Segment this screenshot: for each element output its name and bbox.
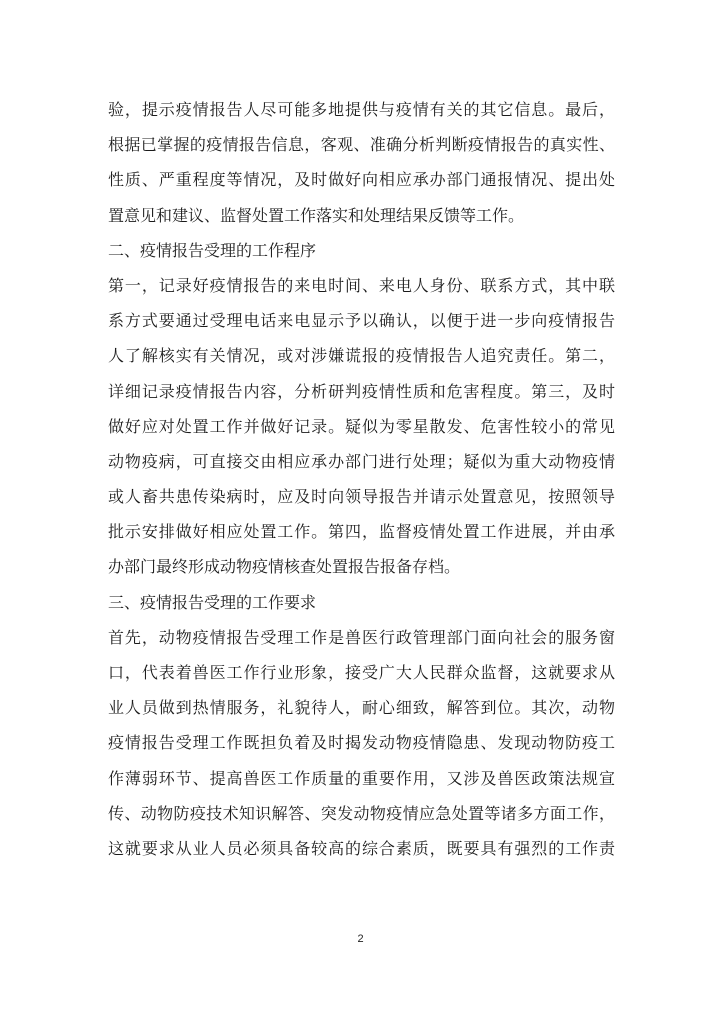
body-text bbox=[108, 92, 615, 866]
text-line: 或人畜共患传染病时，应及时向领导报告并请示处置意见，按照领导 bbox=[108, 487, 615, 507]
text-line: 作薄弱环节、提高兽医工作质量的重要作用，又涉及兽医政策法规宣 bbox=[108, 768, 615, 788]
text-line: 二、疫情报告受理的工作程序 bbox=[108, 240, 317, 260]
text-line: 这就要求从业人员必须具备较高的综合素质，既要具有强烈的工作责 bbox=[108, 838, 615, 858]
text-line: 性质、严重程度等情况，及时做好向相应承办部门通报情况、提出处 bbox=[108, 170, 615, 190]
text-line: 置意见和建议、监督处置工作落实和处理结果反馈等工作。 bbox=[108, 205, 525, 225]
text-line: 第一，记录好疫情报告的来电时间、来电人身份、联系方式，其中联 bbox=[108, 275, 615, 295]
text-line: 业人员做到热情服务，礼貌待人，耐心细致，解答到位。其次，动物 bbox=[108, 698, 615, 718]
text-line: 疫情报告受理工作既担负着及时揭发动物疫情隐患、发现动物防疫工 bbox=[108, 733, 615, 753]
text-line: 口，代表着兽医工作行业形象，接受广大人民群众监督，这就要求从 bbox=[108, 663, 615, 682]
text-line: 做好应对处置工作并做好记录。疑似为零星散发、危害性较小的常见 bbox=[108, 416, 615, 436]
text-line: 详细记录疫情报告内容，分析研判疫情性质和危害程度。第三，及时 bbox=[108, 381, 615, 401]
text-line: 人了解核实有关情况，或对涉嫌谎报的疫情报告人追究责任。第二， bbox=[108, 346, 615, 366]
text-line: 首先，动物疫情报告受理工作是兽医行政管理部门面向社会的服务窗 bbox=[108, 627, 615, 647]
text-line: 办部门最终形成动物疫情核查处置报告报备存档。 bbox=[108, 557, 461, 577]
text-line: 传、动物防疫技术知识解答、突发动物疫情应急处置等诸多方面工作， bbox=[108, 803, 615, 823]
text-line: 动物疫病，可直接交由相应承办部门进行处理；疑似为重大动物疫情 bbox=[108, 451, 615, 471]
text-line: 根据已掌握的疫情报告信息，客观、准确分析判断疫情报告的真实性、 bbox=[108, 135, 615, 155]
page-number: 2 bbox=[357, 933, 364, 945]
text-line: 三、疫情报告受理的工作要求 bbox=[108, 592, 317, 612]
text-line: 验，提示疫情报告人尽可能多地提供与疫情有关的其它信息。最后， bbox=[108, 100, 615, 119]
text-line: 系方式要通过受理电话来电显示予以确认，以便于进一步向疫情报告 bbox=[108, 311, 615, 331]
text-line: 批示安排做好相应处置工作。第四，监督疫情处置工作进展，并由承 bbox=[108, 522, 615, 542]
